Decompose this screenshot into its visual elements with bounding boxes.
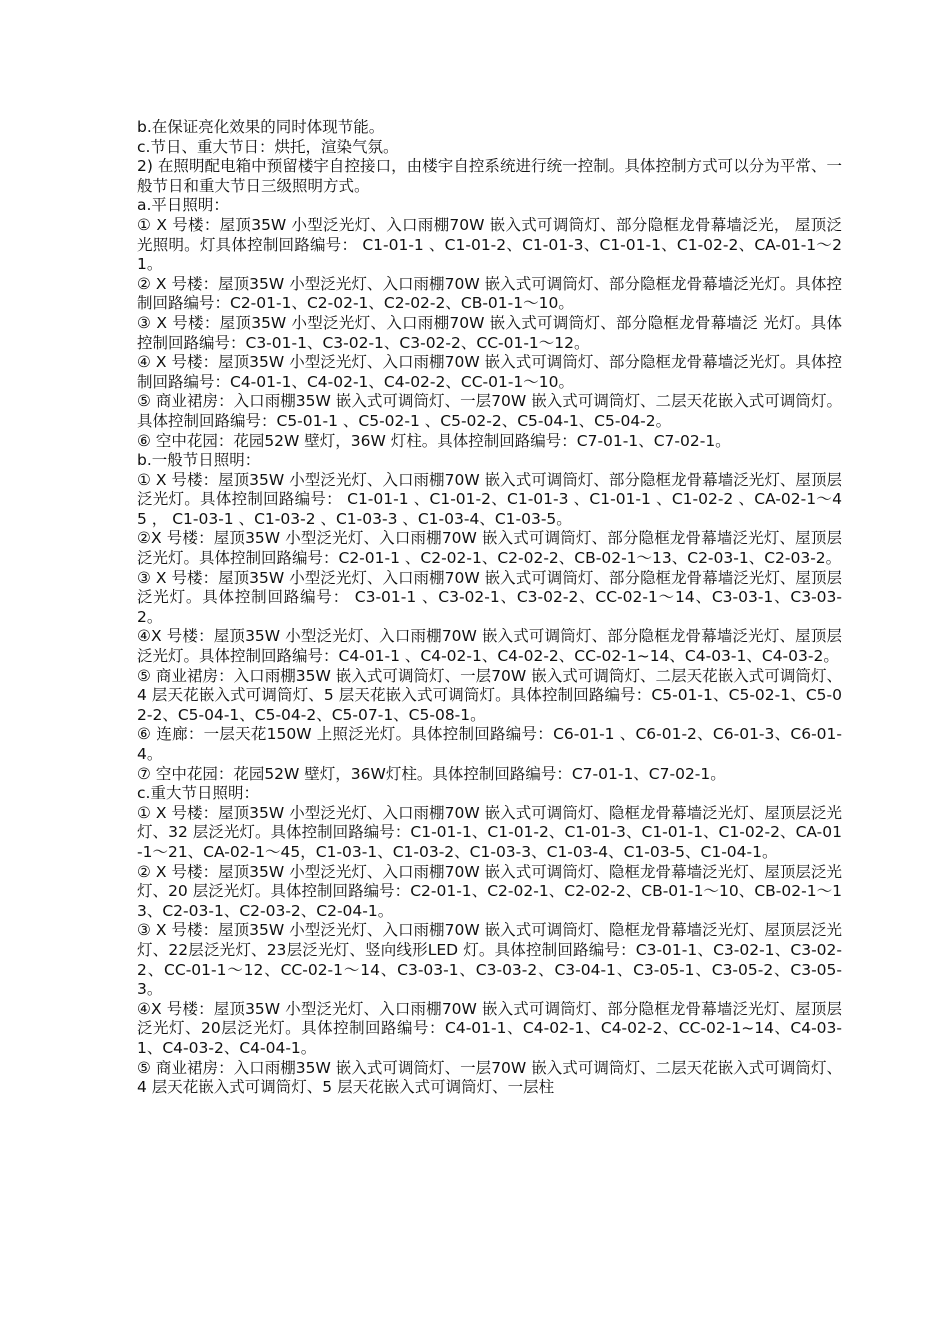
paragraph: ④X 号楼：屋顶35W 小型泛光灯、入口雨棚70W 嵌入式可调筒灯、部分隐框龙骨幕墙泛光灯、屋顶层泛光灯、20层泛光灯。具体控制回路编号：C4-01-1、C4-02-1、C4-02-2、CC-02-1~14、C4-03-1、C4-03-2、C4-04-1。 bbox=[137, 999, 842, 1057]
paragraph: ③ X 号楼：屋顶35W 小型泛光灯、入口雨棚70W 嵌入式可调筒灯、部分隐框龙骨幕墙泛光灯、屋顶层泛光灯。具体控制回路编号： C3-01-1 、C3-02-1、C3-02-2、CC-02-1～14、C3-03-1、C3-03-2。 bbox=[137, 568, 842, 626]
section-heading: b.一般节日照明： bbox=[137, 451, 261, 470]
paragraph: ⑤ 商业裙房：入口雨棚35W 嵌入式可调筒灯、一层70W 嵌入式可调筒灯、二层天花嵌入式可调筒灯、4 层天花嵌入式可调筒灯、5 层天花嵌入式可调筒灯、一层柱 bbox=[137, 1058, 842, 1097]
section-heading: c.节日、重大节日：烘托，渲染气氛。 bbox=[137, 137, 399, 156]
paragraph: ⑤ 商业裙房：入口雨棚35W 嵌入式可调筒灯、一层70W 嵌入式可调筒灯、二层天花嵌入式可调筒灯、4 层天花嵌入式可调筒灯、5 层天花嵌入式可调筒灯。具体控制回路编号：C5-01-1、C5-02-1、C5-02-2、C5-04-1、C5-04-2、C5-07-1、C5-08-1。 bbox=[137, 666, 842, 724]
paragraph: ⑥ 空中花园：花园52W 壁灯，36W 灯柱。具体控制回路编号：C7-01-1、C7-02-1。 bbox=[137, 431, 731, 450]
paragraph: ③ X 号楼：屋顶35W 小型泛光灯、入口雨棚70W 嵌入式可调筒灯、部分隐框龙骨幕墙泛 光灯。具体控制回路编号：C3-01-1、C3-02-1、C3-02-2、CC-01-1～12。 bbox=[137, 313, 842, 352]
paragraph: ⑥ 连廊：一层天花150W 上照泛光灯。具体控制回路编号：C6-01-1 、C6-01-2、C6-01-3、C6-01-4。 bbox=[137, 725, 842, 763]
section-heading: b.在保证亮化效果的同时体现节能。 bbox=[137, 118, 385, 136]
paragraph: ① X 号楼：屋顶35W 小型泛光灯、入口雨棚70W 嵌入式可调筒灯、部分隐框龙骨幕墙泛光， 屋顶泛光照明。灯具体控制回路编号： C1-01-1 、C1-01-2、C1-01-3、C1-01-1、C1-02-2、CA-01-1～21。 bbox=[137, 215, 842, 274]
paragraph: ① X 号楼：屋顶35W 小型泛光灯、入口雨棚70W 嵌入式可调筒灯、隐框龙骨幕墙泛光灯、屋顶层泛光灯、32 层泛光灯。具体控制回路编号：C1-01-1、C1-01-2、C1-01-3、C1-01-1、C1-02-2、CA-01-1～21、CA-02-1～45，C1-03-1、C1-03-2、C1-03-3、C1-03-4、C1-03-5、C1-04-1。 bbox=[137, 803, 842, 861]
paragraph: 2) 在照明配电箱中预留楼宇自控接口，由楼宇自控系统进行统一控制。具体控制方式可以分为平常、一般节日和重大节日三级照明方式。 bbox=[137, 157, 842, 195]
paragraph: ④ X 号楼：屋顶35W 小型泛光灯、入口雨棚70W 嵌入式可调筒灯、部分隐框龙骨幕墙泛光灯。具体控制回路编号：C4-01-1、C4-02-1、C4-02-2、CC-01-1～10。 bbox=[137, 353, 842, 391]
paragraph: ② X 号楼：屋顶35W 小型泛光灯、入口雨棚70W 嵌入式可调筒灯、隐框龙骨幕墙泛光灯、屋顶层泛光灯、20 层泛光灯。具体控制回路编号：C2-01-1、C2-02-1、C2-02-2、CB-01-1～10、CB-02-1～13、C2-03-1、C2-03-2、C2-04-1。 bbox=[137, 862, 842, 920]
paragraph: ① X 号楼：屋顶35W 小型泛光灯、入口雨棚70W 嵌入式可调筒灯、部分隐框龙骨幕墙泛光灯、屋顶层泛光灯。具体控制回路编号： C1-01-1 、C1-01-2、C1-01-3 、C1-01-1 、C1-02-2 、CA-02-1～45 ， C1-03-1 、C1-03-2 、C1-03-3 、C1-03-4、C1-03-5。 bbox=[137, 470, 842, 528]
paragraph: ③ X 号楼：屋顶35W 小型泛光灯、入口雨棚70W 嵌入式可调筒灯、隐框龙骨幕墙泛光灯、屋顶层泛光灯、22层泛光灯、23层泛光灯、竖向线形LED 灯。具体控制回路编号：C3-01-1、C3-02-1、C3-02-2、CC-01-1～12、CC-02-1～14、C3-03-1、C3-03-2、C3-04-1、C3-05-1、C3-05-2、C3-05-3。 bbox=[137, 921, 842, 999]
paragraph: ⑤ 商业裙房：入口雨棚35W 嵌入式可调筒灯、一层70W 嵌入式可调筒灯、二层天花嵌入式可调筒灯。具体控制回路编号：C5-01-1 、C5-02-1 、C5-02-2、C5-04-1、C5-04-2。 bbox=[137, 392, 842, 430]
paragraph: ⑦ 空中花园：花园52W 壁灯，36W灯柱。具体控制回路编号：C7-01-1、C7-02-1。 bbox=[137, 764, 726, 783]
paragraph: ④X 号楼：屋顶35W 小型泛光灯、入口雨棚70W 嵌入式可调筒灯、部分隐框龙骨幕墙泛光灯、屋顶层泛光灯。具体控制回路编号：C4-01-1 、C4-02-1、C4-02-2、CC-02-1~14、C4-03-1、C4-03-2。 bbox=[137, 627, 842, 666]
document-body bbox=[137, 118, 842, 1098]
section-heading: a.平日照明： bbox=[137, 196, 229, 215]
section-heading: c.重大节日照明： bbox=[137, 784, 259, 803]
paragraph: ②X 号楼：屋顶35W 小型泛光灯、入口雨棚70W 嵌入式可调筒灯、部分隐框龙骨幕墙泛光灯、屋顶层泛光灯。具体控制回路编号：C2-01-1 、C2-02-1、C2-02-2、CB-02-1～13、C2-03-1、C2-03-2。 bbox=[137, 529, 842, 568]
paragraph: ② X 号楼：屋顶35W 小型泛光灯、入口雨棚70W 嵌入式可调筒灯、部分隐框龙骨幕墙泛光灯。具体控制回路编号：C2-01-1、C2-02-1、C2-02-2、CB-01-1～10。 bbox=[137, 274, 842, 313]
